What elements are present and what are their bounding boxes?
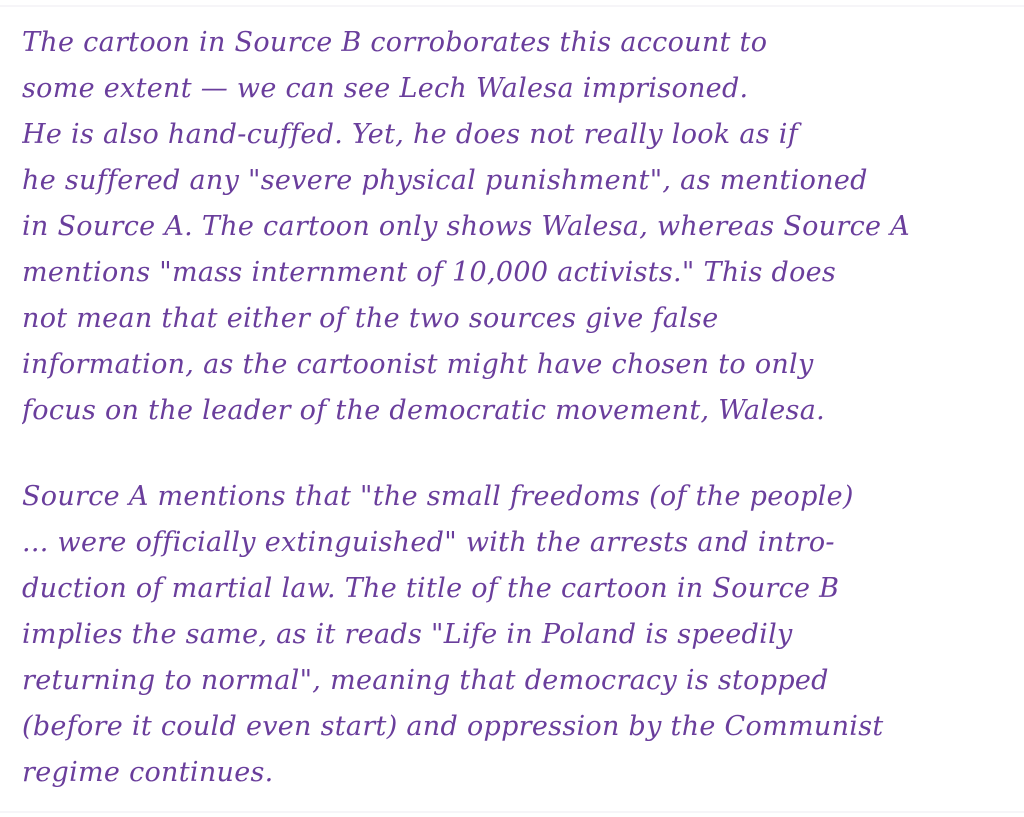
text-line: Source A mentions that "the small freedoms (of the people) (22, 481, 854, 512)
text-line: information, as the cartoonist might have chosen to only (22, 349, 814, 380)
text-line: he suffered any "severe physical punishment", as mentioned (22, 165, 868, 196)
text-line: returning to normal", meaning that democracy is stopped (22, 665, 829, 696)
text-line: implies the same, as it reads "Life in Poland is speedily (22, 619, 793, 650)
text-line: The cartoon in Source B corroborates this account to (22, 27, 768, 58)
paragraph-2 (22, 474, 1004, 796)
text-line: not mean that either of the two sources give false (22, 303, 719, 334)
text-line: regime continues. (22, 757, 274, 788)
text-line: He is also hand-cuffed. Yet, he does not really look as if (22, 119, 799, 150)
text-line: duction of martial law. The title of the cartoon in Source B (22, 573, 840, 604)
text-line: mentions "mass internment of 10,000 activists." This does (22, 257, 837, 288)
text-line: ... were officially extinguished" with the arrests and intro- (22, 527, 835, 558)
text-line: some extent — we can see Lech Walesa imprisoned. (22, 73, 749, 104)
text-line: (before it could even start) and oppression by the Communist (22, 711, 884, 742)
text-line: in Source A. The cartoon only shows Walesa, whereas Source A (22, 211, 910, 242)
text-line: focus on the leader of the democratic movement, Walesa. (22, 395, 825, 426)
paragraph-1 (22, 20, 1004, 434)
